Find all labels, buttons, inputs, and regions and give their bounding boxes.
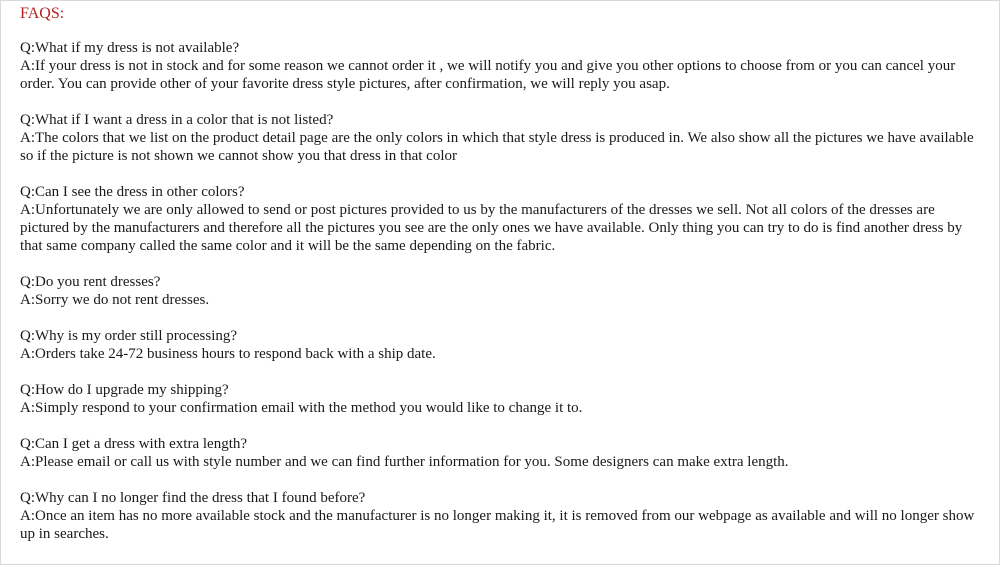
faq-title: FAQS: xyxy=(20,5,65,22)
faq-question: Q:Why is my order still processing? xyxy=(20,328,238,344)
faq-answer: A:Once an item has no more available stock and the manufacturer is no longer making it, it is removed from our webpage as available and will no longer show up in searches. xyxy=(20,508,975,542)
faq-answer: A:Orders take 24-72 business hours to respond back with a ship date. xyxy=(20,346,436,362)
faq-item xyxy=(20,39,978,93)
faq-item xyxy=(20,183,978,255)
faq-item xyxy=(20,435,978,471)
faq-answer: A:Sorry we do not rent dresses. xyxy=(20,292,210,308)
faq-answer: A:The colors that we list on the product detail page are the only colors in which that style dress is produced in. We also show all the pictures we have available so if the picture is not shown we cannot show you that dress in that color xyxy=(20,130,974,164)
faq-item xyxy=(20,273,978,309)
faq-answer: A:Simply respond to your confirmation email with the method you would like to change it to. xyxy=(20,400,583,416)
faq-question: Q:Why can I no longer find the dress that I found before? xyxy=(20,490,366,506)
faq-answer: A:If your dress is not in stock and for some reason we cannot order it , we will notify you and give you other options to choose from or you can cancel your order. You can provide other of your favorite dress style pictures, after confirmation, we will reply you asap. xyxy=(20,58,956,92)
faq-question: Q:Can I get a dress with extra length? xyxy=(20,436,248,452)
faq-question: Q:Can I see the dress in other colors? xyxy=(20,184,245,200)
faq-question: Q:Do you rent dresses? xyxy=(20,274,161,290)
faq-item xyxy=(20,489,978,543)
faq-question: Q:How do I upgrade my shipping? xyxy=(20,382,229,398)
faq-question: Q:What if I want a dress in a color that is not listed? xyxy=(20,112,334,128)
faq-answer: A:Please email or call us with style number and we can find further information for you. Some designers can make extra length. xyxy=(20,454,789,470)
faq-question: Q:What if my dress is not available? xyxy=(20,40,240,56)
faq-item xyxy=(20,111,978,165)
faq-content xyxy=(20,5,978,543)
faq-item xyxy=(20,381,978,417)
faq-item xyxy=(20,327,978,363)
faq-answer: A:Unfortunately we are only allowed to send or post pictures provided to us by the manufacturers of the dresses we sell. Not all colors of the dresses are pictured by the manufacturers and therefore all the pictures you see are the only ones we have available. Only thing you can try to do is find another dress by that same company called the same color and it will be the same depending on the fabric. xyxy=(20,202,963,254)
